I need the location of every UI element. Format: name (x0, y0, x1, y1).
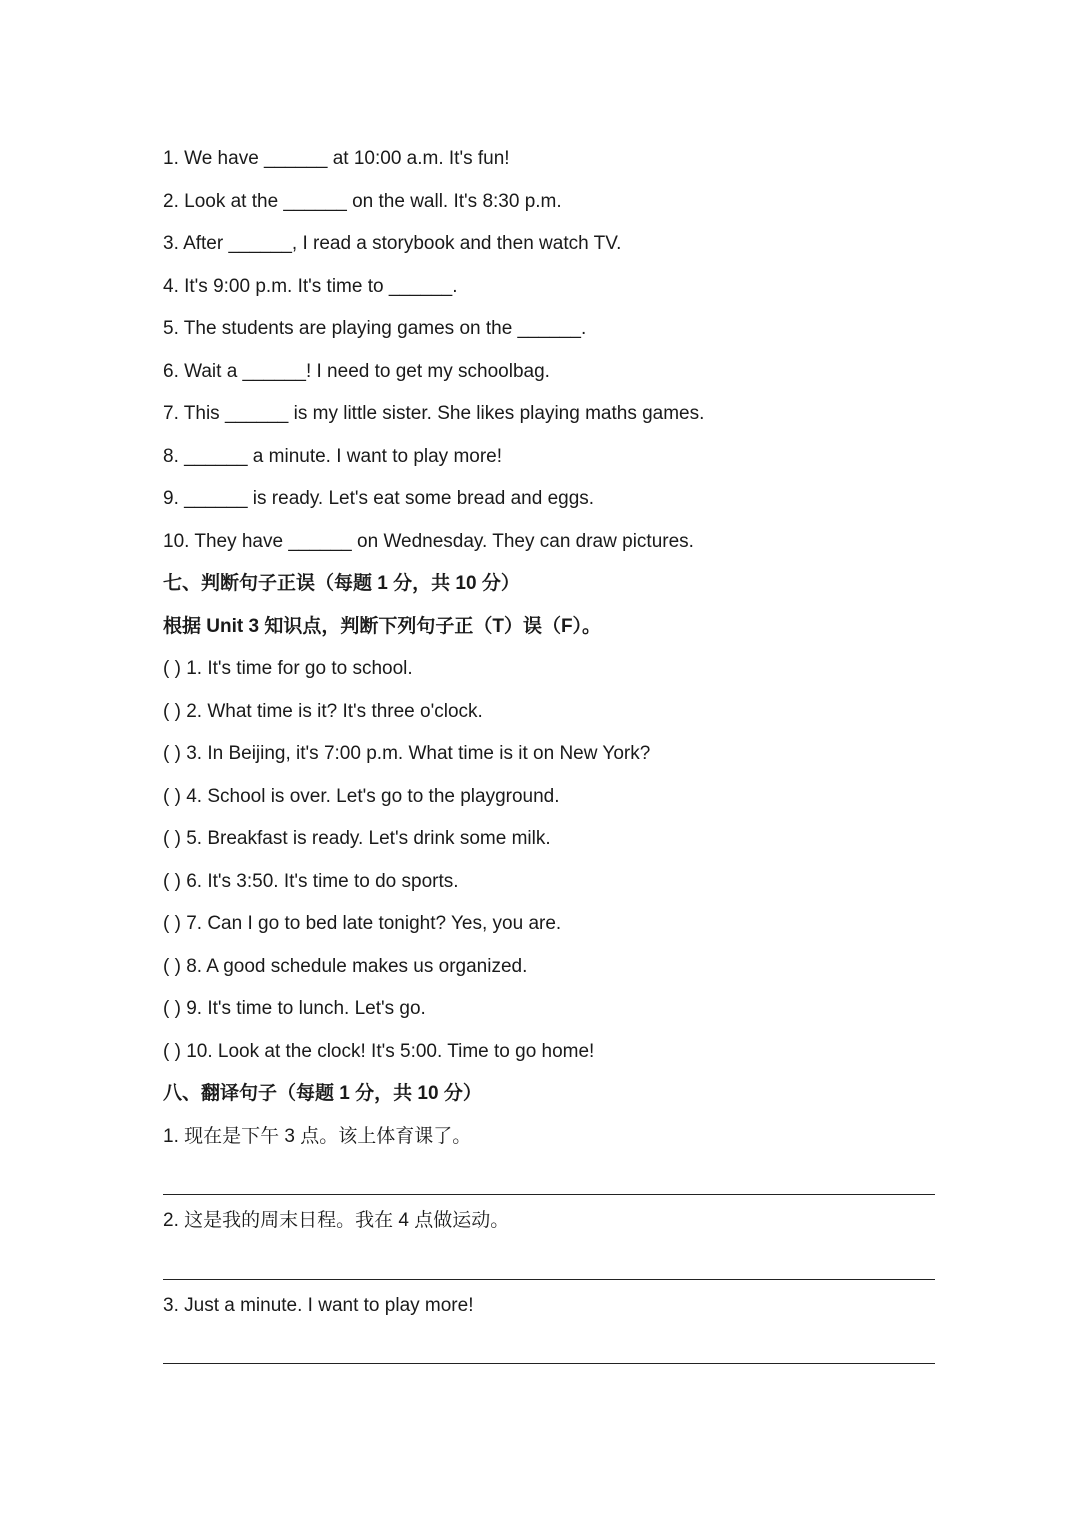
fill-blank-item: 5. The students are playing games on the ______. (163, 318, 587, 339)
section-7-title: 七、判断句子正误（每题 1 分，共 10 分） (163, 573, 520, 594)
translation-prompt: 2. 这是我的周末日程。我在 4 点做运动。 (163, 1210, 510, 1231)
true-false-item: ( ) 8. A good schedule makes us organized. (163, 955, 528, 977)
fill-blank-item: 7. This ______ is my little sister. She likes playing maths games. (163, 403, 705, 424)
answer-line[interactable] (163, 1327, 923, 1369)
fill-blank-item: 6. Wait a ______! I need to get my schoolbag. (163, 360, 550, 382)
fill-blank-item: 3. After ______, I read a storybook and then watch TV. (163, 233, 622, 254)
answer-rule (163, 1279, 935, 1280)
section-8-title: 八、翻译句子（每题 1 分，共 10 分） (163, 1083, 482, 1104)
fill-blank-item: 9. ______ is ready. Let's eat some bread and eggs. (163, 488, 595, 509)
section-7-instruction: 根据 Unit 3 知识点，判断下列句子正（T）误（F）。 (163, 615, 602, 637)
answer-line[interactable] (163, 1158, 923, 1200)
fill-blank-item: 4. It's 9:00 p.m. It's time to ______. (163, 275, 458, 297)
worksheet-content (163, 138, 923, 1369)
true-false-item: ( ) 3. In Beijing, it's 7:00 p.m. What time is it on New York? (163, 743, 651, 764)
fill-blank-item: 2. Look at the ______ on the wall. It's 8:30 p.m. (163, 190, 562, 212)
true-false-item: ( ) 7. Can I go to bed late tonight? Yes, you are. (163, 913, 562, 934)
true-false-item: ( ) 6. It's 3:50. It's time to do sports. (163, 870, 459, 892)
true-false-item: ( ) 1. It's time for go to school. (163, 658, 413, 679)
true-false-item: ( ) 5. Breakfast is ready. Let's drink some milk. (163, 828, 551, 849)
answer-rule (163, 1194, 935, 1195)
fill-blank-item: 10. They have ______ on Wednesday. They can draw pictures. (163, 530, 694, 552)
true-false-item: ( ) 10. Look at the clock! It's 5:00. Time to go home! (163, 1040, 595, 1062)
answer-line[interactable] (163, 1243, 923, 1285)
answer-rule (163, 1363, 935, 1364)
true-false-item: ( ) 9. It's time to lunch. Let's go. (163, 998, 426, 1019)
translation-prompt: 3. Just a minute. I want to play more! (163, 1294, 474, 1316)
translation-prompt: 1. 现在是下午 3 点。该上体育课了。 (163, 1125, 472, 1147)
true-false-item: ( ) 2. What time is it? It's three o'clock. (163, 700, 483, 722)
true-false-item: ( ) 4. School is over. Let's go to the playground. (163, 785, 560, 807)
fill-blank-item: 1. We have ______ at 10:00 a.m. It's fun! (163, 148, 510, 169)
fill-blank-item: 8. ______ a minute. I want to play more! (163, 445, 503, 467)
